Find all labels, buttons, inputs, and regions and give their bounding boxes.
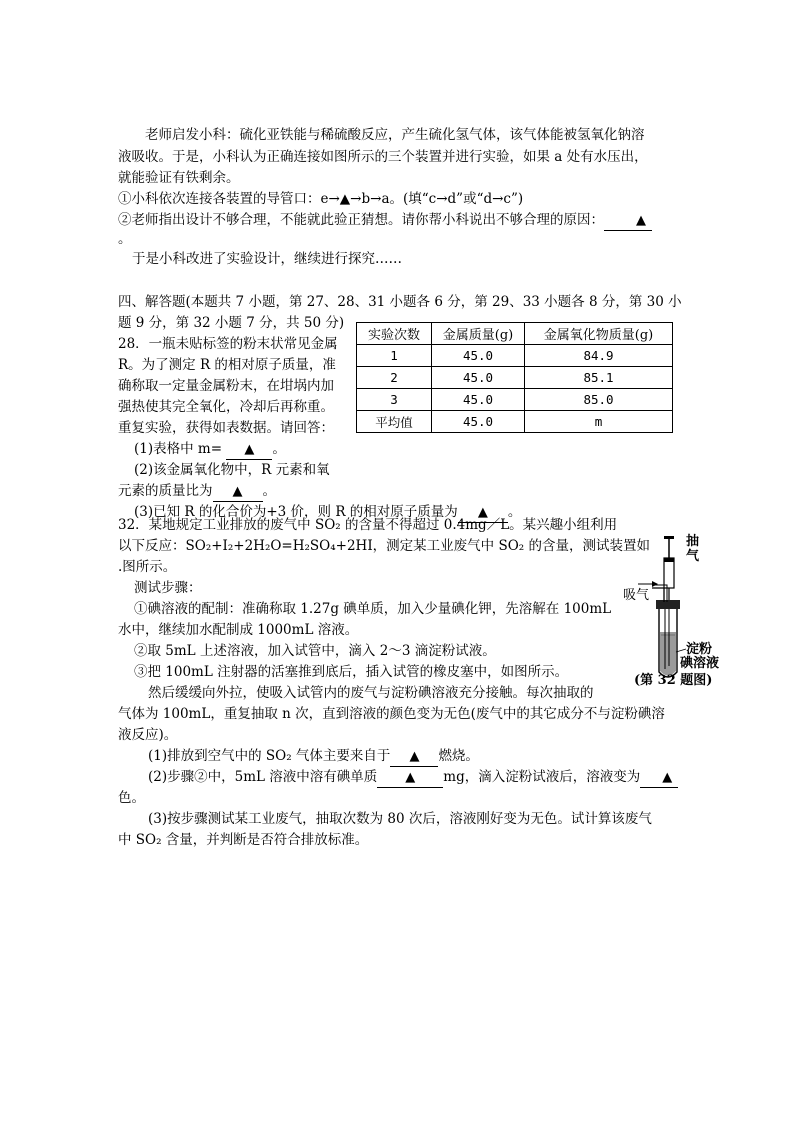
q32-then-1: 然后缓缓向外拉，使吸入试管内的废气与淀粉碘溶液充分接触。每次抽取的	[148, 685, 594, 701]
answer-blank[interactable]: ▲	[458, 504, 508, 523]
section-4-heading-line-1: 四、解答题(本题共 7 小题，第 27、28、31 小题各 6 分，第 29、33 小题各 8 分，第 30 小	[118, 294, 682, 310]
figure-label-solution-2: 碘溶液	[680, 656, 720, 671]
table-cell: 45.0	[432, 411, 525, 433]
answer-blank[interactable]: ▲	[377, 769, 443, 788]
q32-sub2-end: 色。	[118, 790, 145, 806]
table-row	[357, 367, 673, 389]
section-4-heading-line-2: 题 9 分，第 32 小题 7 分，共 50 分)	[118, 315, 345, 331]
table-cell: 84.9	[525, 345, 673, 367]
table-cell: 3	[357, 389, 432, 411]
q28-line-3: 确称取一定量金属粉末，在坩埚内加	[118, 378, 334, 394]
q28-line-4: 强热使其完全氧化，冷却后再称重。	[118, 399, 334, 415]
q32-line-2: 以下反应：SO₂+I₂+2H₂O=H₂SO₄+2HI，测定某工业废气中 SO₂ 的含量，测试装置如	[118, 538, 650, 554]
q28-line-1: 28．一瓶未贴标签的粉末状常见金属	[118, 336, 338, 352]
q32-step-1b: 水中，继续加水配制成 1000mL 溶液。	[118, 622, 359, 638]
q32-step-2: ②取 5mL 上述溶液，加入试管中，滴入 2～3 滴淀粉试液。	[134, 643, 496, 659]
table-header: 金属氧化物质量(g)	[525, 323, 673, 345]
table-cell: 平均值	[357, 411, 432, 433]
q32-then-2: 气体为 100mL，重复抽取 n 次，直到溶液的颜色变为无色(废气中的其它成分不与淀粉碘溶	[118, 706, 665, 722]
intro-line-1: 老师启发小科：硫化亚铁能与稀硫酸反应，产生硫化氢气体，该气体能被氢氧化钠溶	[145, 127, 645, 143]
table-cell: 2	[357, 367, 432, 389]
q28-sub2-line-2	[118, 482, 276, 502]
table-cell: 1	[357, 345, 432, 367]
q32-step-1a: ①碘溶液的配制：准确称取 1.27g 碘单质，加入少量碘化钾，先溶解在 100mL	[134, 601, 612, 617]
q28-line-5: 重复实验，获得如表数据。请回答：	[118, 420, 334, 436]
table-row	[357, 345, 673, 367]
answer-blank[interactable]: ▲	[604, 212, 652, 231]
table-header-row	[357, 323, 673, 345]
q28-sub2-line-1: (2)该金属氧化物中，R 元素和氧	[134, 462, 330, 478]
table-row	[357, 411, 673, 433]
intro-followup: 于是小科改进了实验设计，继续进行探究……	[132, 251, 402, 267]
intro-question-2-end: 。	[118, 231, 132, 247]
table-header: 实验次数	[357, 323, 432, 345]
q32-step-3: ③把 100mL 注射器的活塞推到底后，插入试管的橡皮塞中，如图所示。	[134, 664, 569, 680]
table-row	[357, 389, 673, 411]
figure-label-pull: 抽	[686, 534, 700, 549]
figure-label-solution-1: 淀粉	[686, 642, 713, 657]
intro-question-1: ①小科依次连接各装置的导管口：e→▲→b→a。(填“c→d”或“d→c”)	[118, 191, 524, 207]
q32-sub3-line-1: (3)按步骤测试某工业废气，抽取次数为 80 次后，溶液刚好变为无色。试计算该废气	[148, 811, 652, 827]
q32-sub1-text: (1)排放到空气中的 SO₂ 气体主要来自于	[148, 748, 391, 764]
figure-label-pull-2: 气	[686, 549, 700, 564]
q32-sub1-end: 燃烧。	[438, 748, 479, 764]
q28-line-2: R。为了测定 R 的相对原子质量，准	[118, 357, 336, 373]
table-header: 金属质量(g)	[432, 323, 525, 345]
q28-sub2-end: 。	[262, 483, 276, 499]
table-cell: 85.1	[525, 367, 673, 389]
figure-label-intake: 吸气	[623, 588, 650, 603]
figure-caption: (第 32 题图)	[634, 673, 713, 688]
q28-sub3-end: 。	[507, 504, 522, 520]
q28-data-table	[356, 322, 673, 433]
table-cell: 85.0	[525, 389, 673, 411]
answer-blank[interactable]: ▲	[640, 769, 678, 788]
table-cell: m	[525, 411, 673, 433]
q32-steps-title: 测试步骤：	[134, 580, 202, 596]
answer-blank[interactable]: ▲	[390, 748, 438, 767]
q32-line-3: .图所示。	[118, 559, 177, 575]
q32-then-3: 液反应)。	[118, 727, 178, 743]
q32-sub2	[148, 768, 678, 788]
q32-apparatus-figure	[612, 532, 722, 687]
q28-sub1	[134, 440, 286, 460]
intro-line-3: 就能验证有铁剩余。	[118, 170, 240, 186]
intro-question-2-text: ②老师指出设计不够合理，不能就此验正猜想。请你帮小科说出不够合理的原因：	[118, 212, 604, 228]
table-cell: 45.0	[432, 367, 525, 389]
q32-sub3-line-2: 中 SO₂ 含量，并判断是否符合排放标准。	[118, 832, 369, 848]
q28-sub1-text: (1)表格中 m=	[134, 441, 223, 457]
q32-sub2-text: (2)步骤②中，5mL 溶液中溶有碘单质	[148, 769, 378, 785]
q28-sub3-text: (3)已知 R 的化合价为+3 价，则 R 的相对原子质量为	[134, 504, 458, 520]
q28-sub1-end: 。	[272, 441, 286, 457]
q28-sub2-text: 元素的质量比为	[118, 483, 213, 499]
table-cell: 45.0	[432, 345, 525, 367]
intro-line-2: 液吸收。于是，小科认为正确连接如图所示的三个装置并进行实验，如果 a 处有水压出，	[118, 149, 648, 165]
table-cell: 45.0	[432, 389, 525, 411]
q32-sub2-mid: mg，滴入淀粉试液后，溶液变为	[443, 769, 641, 785]
intro-question-2	[118, 211, 652, 231]
q32-line-1: 32．某地规定工业排放的废气中 SO₂ 的含量不得超过 0.4mg／L。某兴趣小组利用	[118, 517, 618, 533]
answer-blank[interactable]: ▲	[226, 441, 272, 460]
answer-blank[interactable]: ▲	[213, 483, 263, 502]
q32-sub1	[148, 747, 479, 767]
